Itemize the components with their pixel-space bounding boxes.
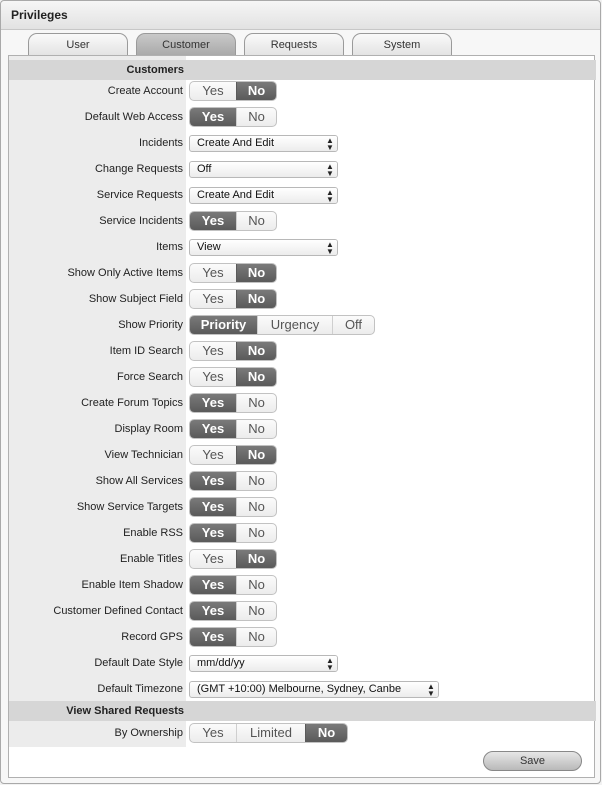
default-web-access-yes[interactable]: Yes [190, 108, 236, 126]
row-show-all-services [9, 468, 596, 494]
enable-titles-no[interactable]: No [236, 550, 276, 568]
row-create-forum-topics [9, 390, 596, 416]
row-default-web-access [9, 104, 596, 130]
save-button[interactable]: Save [483, 751, 582, 771]
label-item-id-search: Item ID Search [109, 345, 183, 357]
row-change-requests [9, 156, 596, 182]
panel-title: Privileges [1, 1, 600, 30]
label-show-priority: Show Priority [118, 319, 183, 331]
label-display-room: Display Room [114, 423, 183, 435]
label-items: Items [156, 241, 183, 253]
tab-bar [1, 33, 600, 56]
service-incidents-yes[interactable]: Yes [190, 212, 236, 230]
section-customers [9, 60, 596, 80]
view-technician-no[interactable]: No [236, 446, 276, 464]
create-forum-topics-no[interactable]: No [236, 394, 276, 412]
label-enable-titles: Enable Titles [120, 553, 183, 565]
label-create-forum-topics: Create Forum Topics [81, 397, 183, 409]
view-technician-yes[interactable]: Yes [202, 447, 224, 462]
default-web-access-toggle[interactable] [189, 107, 277, 127]
display-room-no[interactable]: No [236, 420, 276, 438]
record-gps-toggle[interactable] [189, 627, 277, 647]
record-gps-no[interactable]: No [236, 628, 276, 646]
incidents-value: Create And Edit [197, 137, 275, 149]
row-enable-rss [9, 520, 596, 546]
tab-requests[interactable]: Requests [244, 33, 344, 56]
create-account-toggle[interactable] [189, 81, 277, 101]
select-arrows-icon: ▲ ▼ [323, 240, 337, 255]
enable-titles-toggle[interactable] [189, 549, 277, 569]
display-room-yes[interactable]: Yes [190, 420, 236, 438]
create-account-yes[interactable]: Yes [202, 83, 224, 98]
default-date-style-select[interactable] [189, 655, 338, 672]
service-incidents-toggle[interactable] [189, 211, 277, 231]
default-timezone-select[interactable] [189, 681, 439, 698]
enable-rss-toggle[interactable] [189, 523, 277, 543]
create-forum-topics-toggle[interactable] [189, 393, 277, 413]
items-select[interactable] [189, 239, 338, 256]
row-view-technician [9, 442, 596, 468]
customer-defined-contact-yes[interactable]: Yes [190, 602, 236, 620]
change-requests-select[interactable] [189, 161, 338, 178]
row-items [9, 234, 596, 260]
label-customer-defined-contact: Customer Defined Contact [53, 605, 183, 617]
service-requests-select[interactable] [189, 187, 338, 204]
select-arrows-icon: ▲ ▼ [323, 136, 337, 151]
row-display-room [9, 416, 596, 442]
item-id-search-yes[interactable]: Yes [202, 343, 224, 358]
show-service-targets-no[interactable]: No [236, 498, 276, 516]
label-show-subject-field: Show Subject Field [88, 293, 183, 305]
by-ownership-toggle[interactable] [189, 723, 348, 743]
enable-rss-no[interactable]: No [236, 524, 276, 542]
show-priority-urgency[interactable]: Urgency [257, 316, 332, 334]
label-enable-item-shadow: Enable Item Shadow [81, 579, 183, 591]
label-record-gps: Record GPS [121, 631, 183, 643]
show-priority-priority[interactable]: Priority [190, 316, 257, 334]
enable-item-shadow-yes[interactable]: Yes [190, 576, 236, 594]
label-change-requests: Change Requests [94, 163, 183, 175]
customer-defined-contact-no[interactable]: No [236, 602, 276, 620]
row-record-gps [9, 624, 596, 650]
show-priority-off[interactable]: Off [332, 316, 374, 334]
show-only-active-items-toggle[interactable] [189, 263, 277, 283]
show-subject-field-no[interactable]: No [236, 290, 276, 308]
select-arrows-icon: ▲ ▼ [323, 656, 337, 671]
show-all-services-toggle[interactable] [189, 471, 277, 491]
item-id-search-toggle[interactable] [189, 341, 277, 361]
display-room-toggle[interactable] [189, 419, 277, 439]
show-subject-field-toggle[interactable] [189, 289, 277, 309]
show-all-services-yes[interactable]: Yes [190, 472, 236, 490]
incidents-select[interactable] [189, 135, 338, 152]
label-service-requests: Service Requests [96, 189, 183, 201]
show-all-services-no[interactable]: No [236, 472, 276, 490]
label-create-account: Create Account [107, 85, 183, 97]
show-priority-toggle[interactable] [189, 315, 375, 335]
force-search-toggle[interactable] [189, 367, 277, 387]
tab-system[interactable]: System [352, 33, 452, 56]
section-title-view-shared-requests: View Shared Requests [66, 705, 184, 717]
row-enable-titles [9, 546, 596, 572]
label-enable-rss: Enable RSS [123, 527, 183, 539]
label-default-timezone: Default Timezone [97, 683, 183, 695]
service-incidents-no[interactable]: No [236, 212, 276, 230]
force-search-yes[interactable]: Yes [202, 369, 224, 384]
enable-titles-yes[interactable]: Yes [202, 551, 224, 566]
label-default-date-style: Default Date Style [94, 657, 183, 669]
by-ownership-no[interactable]: No [305, 724, 347, 742]
label-default-web-access: Default Web Access [84, 111, 183, 123]
select-arrows-icon: ▲ ▼ [424, 682, 438, 697]
enable-item-shadow-no[interactable]: No [236, 576, 276, 594]
show-subject-field-yes[interactable]: Yes [202, 291, 224, 306]
select-arrows-icon: ▲ ▼ [323, 162, 337, 177]
default-timezone-value: (GMT +10:00) Melbourne, Sydney, Canbe [197, 683, 402, 695]
service-requests-value: Create And Edit [197, 189, 275, 201]
item-id-search-no[interactable]: No [236, 342, 276, 360]
row-enable-item-shadow [9, 572, 596, 598]
create-account-no[interactable]: No [236, 82, 276, 100]
row-incidents [9, 130, 596, 156]
row-create-account [9, 78, 596, 104]
show-service-targets-yes[interactable]: Yes [190, 498, 236, 516]
section-title-customers: Customers [126, 64, 184, 76]
show-only-active-items-yes[interactable]: Yes [202, 265, 224, 280]
section-view-shared-requests [9, 701, 596, 721]
by-ownership-limited[interactable]: Limited [236, 724, 305, 742]
record-gps-yes[interactable]: Yes [190, 628, 236, 646]
label-by-ownership: By Ownership [114, 727, 183, 739]
force-search-no[interactable]: No [236, 368, 276, 386]
enable-rss-yes[interactable]: Yes [190, 524, 236, 542]
view-technician-toggle[interactable] [189, 445, 277, 465]
row-service-requests [9, 182, 596, 208]
items-value: View [197, 241, 221, 253]
show-only-active-items-no[interactable]: No [236, 264, 276, 282]
row-default-date-style [9, 650, 596, 676]
row-default-timezone [9, 676, 596, 702]
tab-customer[interactable]: Customer [136, 33, 236, 56]
row-show-priority [9, 312, 596, 338]
row-item-id-search [9, 338, 596, 364]
label-show-only-active-items: Show Only Active Items [67, 267, 183, 279]
create-forum-topics-yes[interactable]: Yes [190, 394, 236, 412]
customer-defined-contact-toggle[interactable] [189, 601, 277, 621]
select-arrows-icon: ▲ ▼ [323, 188, 337, 203]
privileges-form [8, 55, 595, 778]
show-service-targets-toggle[interactable] [189, 497, 277, 517]
label-show-all-services: Show All Services [95, 475, 183, 487]
row-service-incidents [9, 208, 596, 234]
row-by-ownership [9, 720, 596, 746]
tab-user[interactable]: User [28, 33, 128, 56]
default-date-style-value: mm/dd/yy [197, 657, 245, 669]
label-show-service-targets: Show Service Targets [76, 501, 183, 513]
by-ownership-yes[interactable]: Yes [202, 725, 224, 740]
change-requests-value: Off [197, 163, 212, 175]
enable-item-shadow-toggle[interactable] [189, 575, 277, 595]
label-force-search: Force Search [116, 371, 183, 383]
label-incidents: Incidents [138, 137, 183, 149]
row-show-only-active-items [9, 260, 596, 286]
label-service-incidents: Service Incidents [99, 215, 183, 227]
default-web-access-no[interactable]: No [236, 108, 276, 126]
label-view-technician: View Technician [104, 449, 183, 461]
row-customer-defined-contact [9, 598, 596, 624]
row-show-service-targets [9, 494, 596, 520]
row-show-subject-field [9, 286, 596, 312]
row-force-search [9, 364, 596, 390]
